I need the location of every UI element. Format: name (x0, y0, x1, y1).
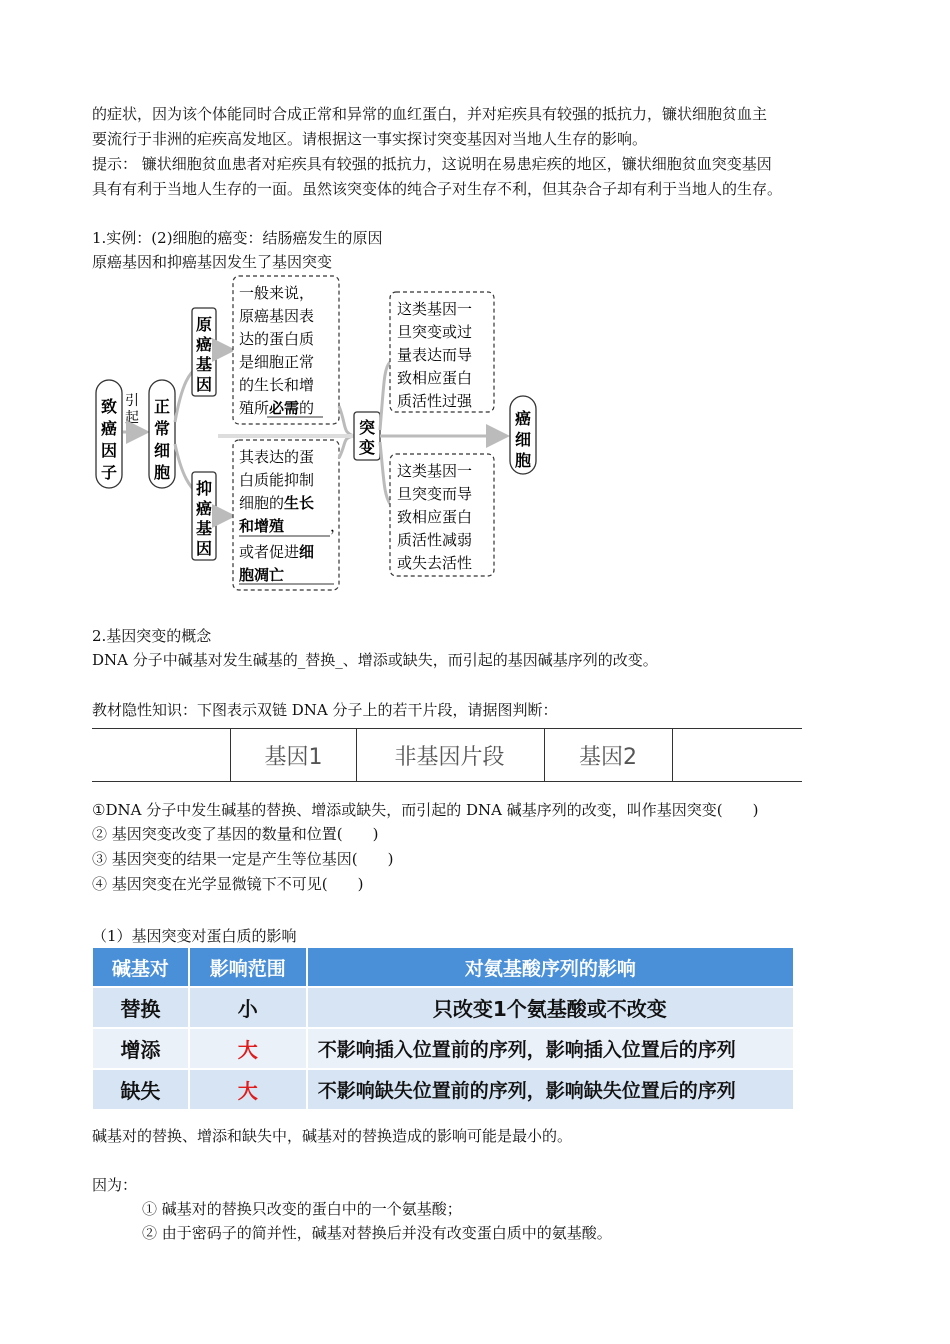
suppressor-char-1: 抑 (195, 479, 213, 498)
table-header-scope: 影响范围 (189, 948, 307, 987)
suppressor-desc-l3 (239, 494, 314, 512)
cancer-char-1: 癌 (514, 409, 532, 428)
proto-desc-l2: 原癌基因表 (239, 307, 315, 325)
normal-cell-char-2: 常 (153, 419, 171, 438)
table-cell-scope: 大 (189, 1069, 307, 1109)
dna-segment-noncoding (355, 729, 545, 781)
mutation-effect-table (93, 948, 795, 1109)
question-2: ② 基因突变改变了基因的数量和位置( ) (92, 825, 379, 843)
proto-result-l1: 这类基因一 (397, 300, 473, 318)
table-header-effect: 对氨基酸序列的影响 (307, 948, 794, 987)
section1-heading: 1.实例：(2)细胞的癌变：结肠癌发生的原因 (92, 229, 383, 247)
table-cell-scope: 小 (189, 987, 307, 1028)
hint-line-2: 具有有利于当地人生存的一面。虽然该突变体的纯合子对生存不利，但其杂合子却有利于当地人的生存。 (92, 180, 783, 198)
suppressor-result-l2: 旦突变而导 (397, 485, 473, 503)
intro-line-1: 的症状，因为该个体能同时合成正常和异常的血红蛋白，并对疟疾具有较强的抵抗力，镰状细胞贫血主 (92, 105, 768, 123)
suppressor-char-3: 基 (195, 519, 213, 538)
table-cell-effect: 不影响插入位置前的序列，影响插入位置后的序列 (307, 1028, 794, 1069)
proto-desc-l4: 是细胞正常 (239, 353, 315, 371)
table-cell-scope: 大 (189, 1028, 307, 1069)
suppressor-desc-l3a: 细胞的 (239, 494, 285, 512)
suppressor-desc-l3b: 生长 (284, 494, 315, 512)
dna-strip (92, 728, 802, 782)
table-cell-type: 替换 (93, 987, 189, 1028)
proto-desc-l6c: 的 (299, 399, 315, 417)
suppressor-desc-l5 (239, 543, 314, 561)
mutation-definition: DNA 分子中碱基对发生碱基的_替换_、增添或缺失，而引起的基因碱基序列的改变。 (92, 651, 658, 669)
proto-char-2: 癌 (195, 335, 213, 354)
carcinogen-char-1: 致 (100, 397, 118, 416)
suppressor-desc-l1: 其表达的蛋 (239, 448, 315, 466)
suppressor-result-l5: 或失去活性 (397, 554, 473, 572)
proto-result-l4: 致相应蛋白 (397, 369, 473, 387)
table-cell-type: 缺失 (93, 1069, 189, 1109)
cancer-char-2: 细 (514, 430, 532, 449)
hidden-knowledge: 教材隐性知识：下图表示双链 DNA 分子上的若干片段，请据图判断： (92, 701, 558, 719)
table-header-row (93, 948, 794, 987)
cancer-cause-diagram (92, 272, 552, 602)
question-4: ④ 基因突变在光学显微镜下不可见( ) (92, 875, 364, 893)
proto-desc-l3: 达的蛋白质 (239, 330, 315, 348)
branch-to-proto-result (380, 362, 390, 430)
suppressor-desc-l4: 和增殖 (239, 517, 285, 535)
induce-char-1: 引 (125, 393, 139, 409)
table-cell-effect: 只改变1个氨基酸或不改变 (307, 987, 794, 1028)
question-3: ③ 基因突变的结果一定是产生等位基因( ) (92, 850, 394, 868)
carcinogen-char-2: 癌 (100, 419, 118, 438)
dna-segment-noncoding-label: 非基因片段 (394, 744, 505, 770)
proto-char-3: 基 (195, 355, 213, 374)
dna-segment-gene2-label: 基因2 (579, 744, 637, 770)
suppressor-result-l4: 质活性减弱 (397, 531, 473, 549)
suppressor-desc-l5a: 或者促进 (239, 543, 300, 561)
proto-desc-l1: 一般来说， (239, 284, 315, 302)
proto-result-l2: 旦突变或过 (397, 323, 473, 341)
dna-segment-gene2 (544, 729, 673, 781)
proto-desc-l6b: 必需 (269, 399, 300, 417)
section1-subheading: 原癌基因和抑癌基因发生了基因突变 (92, 253, 333, 271)
suppressor-desc-l2: 白质能抑制 (239, 471, 315, 489)
hint-line-1: 提示： 镰状细胞贫血患者对疟疾具有较强的抵抗力，这说明在易患疟疾的地区，镰状细胞贫血突变基因 (92, 155, 772, 173)
suppressor-desc-l4c: ， (330, 517, 346, 535)
branch-to-suppressor-result (380, 442, 390, 504)
because-label: 因为： (92, 1176, 138, 1194)
carcinogen-char-4: 子 (100, 463, 118, 482)
suppressor-char-4: 因 (195, 539, 213, 558)
table-cell-type: 增添 (93, 1028, 189, 1069)
proto-char-4: 因 (195, 375, 213, 394)
conclusion: 碱基对的替换、增添和缺失中，碱基对的替换造成的影响可能是最小的。 (92, 1127, 573, 1145)
suppressor-desc-l5b: 细 (299, 543, 315, 561)
table-header-base-pair: 碱基对 (93, 948, 189, 987)
proto-result-l3: 量表达而导 (397, 346, 473, 364)
normal-cell-char-1: 正 (153, 397, 171, 416)
table-row (93, 1028, 794, 1069)
question-1: ①DNA 分子中发生碱基的替换、增添或缺失，而引起的 DNA 碱基序列的改变，叫作基因突变( ) (92, 801, 759, 819)
proto-desc-l6 (239, 399, 314, 417)
normal-cell-char-3: 细 (153, 441, 171, 460)
reason-1: ① 碱基对的替换只改变的蛋白中的一个氨基酸； (142, 1200, 462, 1218)
section2-heading: 2.基因突变的概念 (92, 627, 212, 645)
suppressor-desc-l6: 胞凋亡 (239, 566, 285, 584)
proto-char-1: 原 (195, 315, 213, 334)
proto-result-l5: 质活性过强 (397, 392, 473, 410)
suppressor-result-l1: 这类基因一 (397, 462, 473, 480)
proto-desc-l6a: 殖所 (239, 399, 270, 417)
table-row (93, 1069, 794, 1109)
induce-char-2: 起 (125, 410, 139, 426)
dna-segment-gene1 (230, 729, 357, 781)
proto-desc-l5: 的生长和增 (239, 376, 315, 394)
normal-cell-char-4: 胞 (153, 463, 171, 482)
intro-line-2: 要流行于非洲的疟疾高发地区。请根据这一事实探讨突变基因对当地人生存的影响。 (92, 130, 648, 148)
mutation-char-2: 变 (358, 438, 376, 457)
table-cell-effect: 不影响缺失位置前的序列，影响缺失位置后的序列 (307, 1069, 794, 1109)
suppressor-char-2: 癌 (195, 499, 213, 518)
suppressor-to-mutation (339, 436, 354, 458)
proto-to-mutation (339, 406, 354, 436)
reason-2: ② 由于密码子的简并性，碱基对替换后并没有改变蛋白质中的氨基酸。 (142, 1224, 612, 1242)
cancer-char-3: 胞 (514, 451, 532, 470)
carcinogen-char-3: 因 (100, 441, 118, 460)
table-row (93, 987, 794, 1028)
dna-segment-gene1-label: 基因1 (264, 744, 323, 770)
suppressor-result-l3: 致相应蛋白 (397, 508, 473, 526)
mutation-char-1: 突 (358, 418, 376, 437)
section3-heading: （1）基因突变对蛋白质的影响 (92, 927, 297, 945)
